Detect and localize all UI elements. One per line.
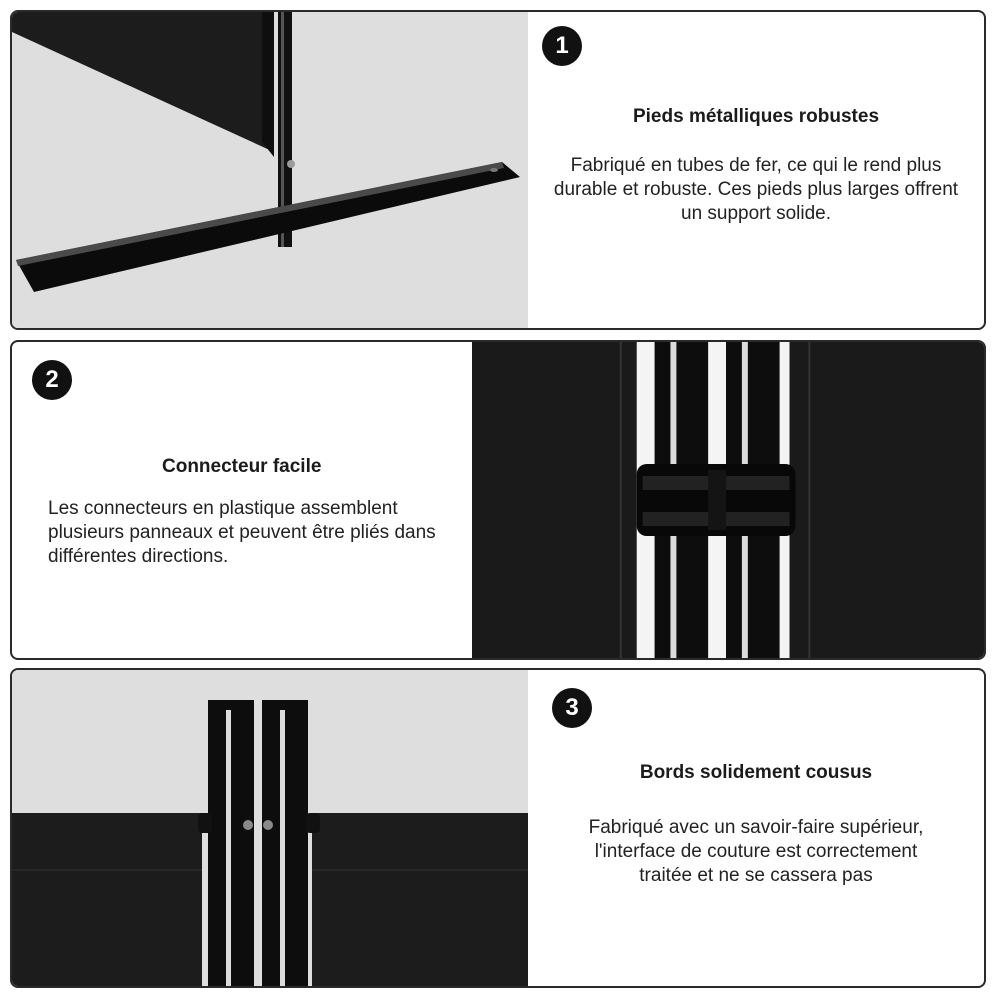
sewn-edges-illustration — [12, 670, 528, 986]
feature-panel-connector — [10, 340, 986, 660]
feature-panel-metal-feet — [10, 10, 986, 330]
metal-feet-illustration — [12, 12, 528, 328]
feature-panel-sewn-edges — [10, 668, 986, 988]
feature-description: Fabriqué en tubes de fer, ce qui le rend plus durable et robuste. Ces pieds plus larges offrent un support solide. — [553, 155, 959, 224]
feature-description: Les connecteurs en plastique assemblent plusieurs panneaux et peuvent être pliés dans différentes directions. — [48, 498, 436, 567]
number-badge: 3 — [552, 688, 592, 728]
feature-title: Connecteur facile — [162, 456, 322, 477]
feature-description: Fabriqué avec un savoir-faire supérieur, l'interface de couture est correctement traitée et ne se cassera pas — [588, 817, 924, 886]
feature-text-3 — [528, 670, 984, 986]
number-badge: 2 — [32, 360, 72, 400]
feature-title: Bords solidement cousus — [639, 762, 873, 783]
connector-illustration — [472, 342, 984, 658]
number-badge: 1 — [542, 26, 582, 66]
feature-title: Pieds métalliques robustes — [632, 106, 880, 127]
sewn-edges-photo — [12, 670, 528, 986]
feature-text-2 — [12, 342, 472, 658]
connector-photo — [472, 342, 984, 658]
feature-text-1 — [528, 12, 984, 328]
metal-feet-photo — [12, 12, 528, 328]
